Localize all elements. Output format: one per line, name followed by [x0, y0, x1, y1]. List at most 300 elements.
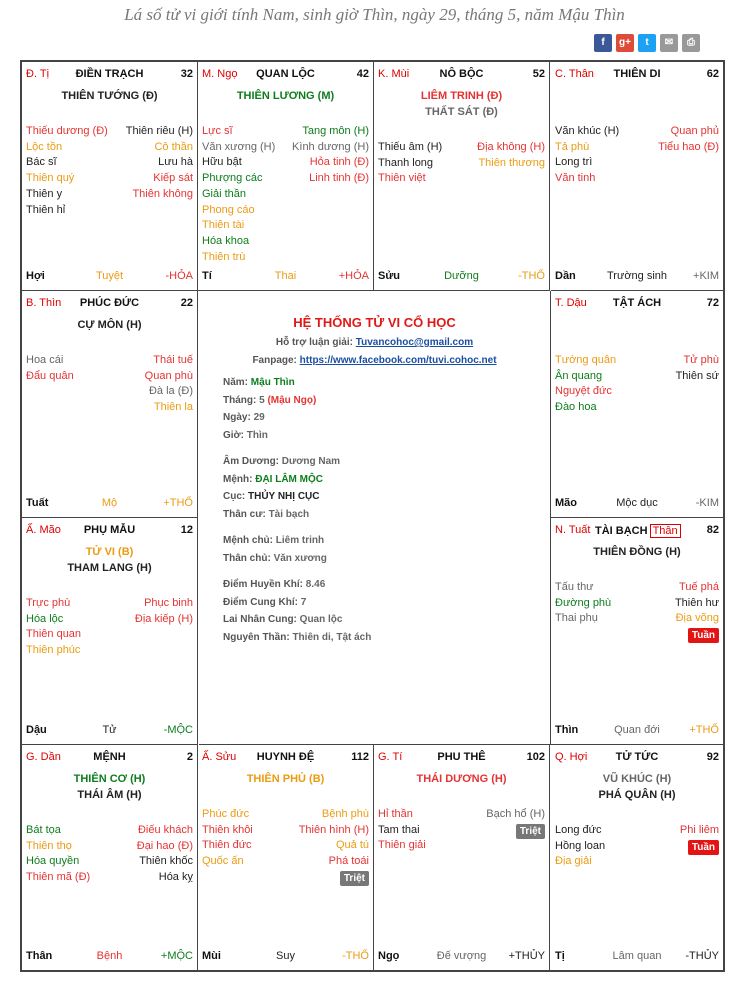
info-value: THỦY NHỊ CỤC: [248, 491, 320, 502]
palace-footer: [555, 950, 719, 964]
info-spacer: [223, 567, 371, 576]
palace-age-number: 82: [706, 524, 719, 536]
minor-stars-left: [555, 124, 619, 187]
minor-star: Bệnh phù: [321, 808, 369, 820]
major-star: VŨ KHÚC (H): [602, 773, 672, 785]
minor-star: Hóa quyền: [26, 855, 80, 868]
email-icon[interactable]: ✉: [660, 34, 678, 52]
info-label: Cục:: [223, 491, 248, 502]
minor-star: Lộc tồn: [26, 140, 63, 153]
minor-star: Thai phụ: [555, 612, 598, 625]
minor-stars-right: [477, 140, 545, 171]
minor-star: Thiên quan: [26, 628, 82, 641]
info-row: [223, 471, 371, 489]
major-star: TỬ VI (B): [85, 546, 134, 558]
palace-age-number: 12: [180, 524, 193, 536]
palace-age-number: 32: [180, 68, 193, 80]
info-value: Văn xương: [273, 552, 327, 564]
print-icon[interactable]: ⎙: [682, 34, 700, 52]
minor-stars-left: [202, 807, 253, 870]
minor-star: Văn khúc (H): [555, 125, 620, 137]
fanpage-label: Fanpage:: [252, 355, 300, 366]
palace-cell: [551, 291, 723, 518]
palace-name: TỬ TỨC: [615, 751, 659, 763]
birth-info-list: [223, 374, 371, 646]
palace-name: THIÊN DI: [613, 68, 661, 80]
palace-header: [378, 751, 545, 765]
info-value: 29: [253, 412, 265, 423]
minor-star: Hỉ thần: [378, 808, 413, 820]
tuvi-chart-grid: [20, 60, 725, 972]
palace-element: +MỘC: [160, 950, 193, 962]
palace-cell: [22, 62, 198, 291]
minor-star: Thiên trù: [202, 250, 246, 263]
minor-star: Hóa khoa: [202, 234, 250, 247]
palace-name: MỆNH: [93, 751, 126, 763]
palace-age-number: 92: [706, 751, 719, 763]
minor-star: Tả phù: [555, 140, 590, 153]
minor-stars-left: [26, 823, 90, 886]
minor-star: Bát tọa: [26, 824, 61, 836]
palace-stem-branch: K. Mùi: [378, 68, 410, 80]
palace-header: [555, 297, 719, 311]
palace-footer: [378, 270, 545, 284]
info-value: Thiên di, Tật ách: [292, 631, 372, 643]
info-value: Dương Nam: [281, 456, 341, 467]
info-value: 8.46: [305, 579, 326, 590]
fanpage-line: [199, 355, 550, 366]
info-value: ĐẠI LÂM MỘC: [255, 473, 323, 485]
palace-element: +THỔ: [163, 497, 193, 509]
minor-stars-right: [292, 124, 369, 187]
palace-element: -KIM: [695, 497, 719, 509]
major-star: THIÊN PHỦ (B): [246, 773, 325, 785]
minor-star: Địa giải: [555, 855, 592, 868]
palace-stem-branch: Ấ. Sửu: [202, 751, 237, 763]
palace-name: QUAN LỘC: [256, 68, 315, 80]
info-spacer: [223, 523, 371, 532]
minor-stars-right: [135, 596, 193, 627]
palace-cell: [22, 518, 198, 745]
minor-star: Phá toái: [328, 855, 369, 868]
earthly-branch: Tị: [555, 950, 565, 962]
major-stars: [374, 771, 549, 787]
palace-header: [26, 524, 193, 538]
minor-star: Thiên la: [153, 401, 193, 414]
palace-cell: [374, 745, 550, 970]
minor-star: Địa võng: [675, 612, 719, 625]
minor-star: Thiên khôi: [202, 823, 253, 836]
palace-age-number: 102: [526, 751, 545, 763]
palace-stem-branch: Q. Hợi: [555, 751, 588, 763]
palace-cell: [198, 745, 374, 970]
minor-star: Tiểu hao (Đ): [658, 140, 719, 153]
earthly-branch: Dậu: [26, 724, 47, 736]
info-label: Âm Dương:: [223, 456, 282, 467]
palace-age-number: 52: [532, 68, 545, 80]
triet-badge: Triệt: [516, 824, 545, 839]
life-stage: Dưỡng: [444, 270, 479, 282]
minor-star: Thiên việt: [378, 172, 426, 185]
minor-star: Thiên đức: [202, 839, 252, 852]
info-row: [223, 374, 371, 392]
minor-star: Long trì: [555, 156, 593, 169]
minor-star: Hóa lộc: [26, 612, 64, 625]
tuan-badge: Tuần: [688, 840, 719, 855]
palace-stem-branch: B. Thìn: [26, 297, 62, 309]
major-star: THẤT SÁT (Đ): [425, 106, 498, 118]
palace-age-number: 22: [180, 297, 193, 309]
info-label: Điểm Huyền Khí:: [223, 579, 306, 590]
center-title: HỆ THỐNG TỬ VI CỔ HỌC: [293, 315, 456, 330]
palace-stem-branch: N. Tuất: [555, 524, 591, 536]
major-star: THAM LANG (H): [67, 562, 152, 574]
minor-star: Thiên quý: [26, 172, 75, 185]
minor-star: Bạch hổ (H): [486, 808, 545, 820]
minor-stars-left: [555, 353, 616, 416]
info-row: [223, 392, 371, 410]
earthly-branch: Thìn: [555, 724, 579, 736]
palace-stem-branch: G. Dần: [26, 751, 61, 763]
palace-header: [26, 297, 193, 311]
minor-star: Phi liêm: [679, 824, 719, 836]
palace-footer: [555, 270, 719, 284]
fanpage-link[interactable]: https://www.facebook.com/tuvi.cohoc.net: [299, 355, 497, 366]
major-stars: [22, 544, 197, 576]
life-stage: Quan đới: [614, 724, 660, 736]
minor-star: Tuế phá: [679, 581, 719, 593]
minor-star: Quả tú: [335, 839, 369, 852]
palace-footer: [202, 270, 369, 284]
earthly-branch: Thân: [26, 950, 53, 962]
info-row: [223, 532, 371, 550]
palace-element: -MỘC: [163, 724, 193, 736]
info-label: Nguyên Thần:: [223, 631, 293, 643]
palace-element: -THỦY: [685, 950, 719, 962]
minor-star: Thiên hỉ: [26, 203, 66, 216]
life-stage: Suy: [276, 950, 295, 962]
minor-stars-left: [202, 124, 275, 265]
palace-header: [26, 751, 193, 765]
palace-name: TẬT ÁCH: [612, 297, 662, 309]
major-stars: [551, 544, 723, 560]
minor-star: Thiên hư: [674, 596, 719, 609]
palace-element: +THỦY: [508, 950, 545, 962]
minor-stars-right: [675, 580, 719, 644]
palace-header: [555, 751, 719, 765]
earthly-branch: Mão: [555, 497, 577, 509]
life-stage: Mộ: [101, 497, 118, 509]
palace-element: +KIM: [693, 270, 719, 282]
palace-name: ĐIỀN TRẠCH: [75, 68, 144, 80]
life-stage: Mộc dục: [616, 497, 658, 509]
info-label: Giờ:: [223, 429, 247, 441]
palace-header: [202, 68, 369, 82]
palace-name: PHỤ MẪU: [83, 524, 136, 536]
palace-cell: [551, 62, 723, 291]
minor-star: Hỏa tinh (Đ): [309, 156, 369, 169]
minor-star: Thiếu dương (Đ): [26, 125, 108, 137]
minor-star: Địa kiếp (H): [134, 612, 193, 625]
info-value: Mậu Thìn: [250, 377, 295, 388]
badge-row: [675, 627, 719, 644]
major-stars: [22, 88, 197, 104]
major-star: THÁI DƯƠNG (H): [416, 773, 507, 785]
palace-name: HUYNH ĐỆ: [256, 751, 315, 763]
info-label: Ngày:: [223, 412, 254, 423]
palace-element: -THỔ: [518, 270, 545, 282]
minor-star: Thiên phúc: [26, 644, 81, 657]
minor-star: Nguyệt đức: [555, 385, 612, 398]
earthly-branch: Mùi: [202, 950, 221, 962]
minor-star: Phượng các: [202, 172, 263, 185]
minor-star: Thiên mã (Đ): [26, 871, 91, 884]
support-label: Hỗ trợ luận giải:: [275, 337, 356, 348]
info-row: [223, 409, 371, 427]
life-stage: Trường sinh: [606, 270, 668, 282]
minor-star: Thiếu âm (H): [378, 141, 443, 153]
palace-header: [378, 68, 545, 82]
palace-footer: [26, 724, 193, 738]
info-value: 5: [259, 394, 265, 406]
minor-star: Đà la (Đ): [148, 385, 193, 398]
minor-stars-right: [658, 124, 719, 155]
palace-cell: [22, 745, 198, 970]
palace-name: PHÚC ĐỨC: [79, 297, 140, 309]
major-star: THIÊN CƠ (H): [73, 773, 146, 785]
palace-footer: [202, 950, 369, 964]
minor-star: Lưu hà: [158, 156, 193, 169]
minor-star: Hồng loan: [555, 839, 606, 852]
minor-star: Tướng quân: [555, 354, 617, 366]
palace-cell: [551, 745, 723, 970]
palace-name-text: TÀI BẠCH: [595, 525, 648, 537]
palace-header: [555, 524, 719, 538]
minor-star: Thiên y: [26, 187, 63, 200]
minor-stars-right: [299, 807, 369, 887]
info-label: Mệnh:: [223, 473, 256, 485]
google-plus-icon[interactable]: g+: [616, 34, 634, 52]
life-stage: Lâm quan: [612, 950, 662, 962]
palace-element: +THỔ: [689, 724, 719, 736]
palace-cell: [22, 291, 198, 518]
minor-star: Hóa kỵ: [158, 871, 193, 884]
minor-star: Hữu bật: [202, 156, 242, 169]
info-label: Thân chủ:: [223, 552, 274, 564]
minor-star: Cô thần: [154, 140, 193, 153]
info-value: Quan lộc: [299, 614, 343, 625]
minor-star: Thiên sứ: [675, 369, 719, 382]
palace-age-number: 2: [186, 751, 193, 763]
palace-element: -HỎA: [165, 270, 193, 282]
info-label: Thân cư:: [223, 508, 269, 520]
earthly-branch: Tí: [202, 270, 212, 282]
center-info-panel: [199, 291, 551, 745]
info-extra: (Mậu Ngọ): [264, 394, 317, 406]
info-label: Lai Nhân Cung:: [223, 614, 300, 625]
info-row: [223, 488, 371, 506]
badge-row: [680, 839, 719, 856]
minor-star: Thiên hình (H): [298, 823, 369, 836]
minor-star: Thiên khốc: [139, 855, 193, 868]
minor-stars-right: [126, 124, 193, 203]
minor-stars-left: [26, 124, 108, 218]
info-row: [223, 594, 371, 612]
major-star: THIÊN TƯỚNG (Đ): [61, 90, 158, 102]
minor-stars-left: [26, 353, 74, 384]
palace-footer: [26, 950, 193, 964]
minor-star: Quan phù: [144, 369, 193, 382]
major-stars: [198, 771, 373, 787]
minor-star: Thiên thọ: [26, 839, 72, 852]
minor-star: Địa không (H): [477, 141, 545, 153]
info-value: Liêm trinh: [275, 535, 325, 546]
minor-star: Thiên thương: [478, 156, 545, 169]
major-star: THIÊN ĐỒNG (H): [593, 546, 681, 558]
minor-star: Thiên giải: [378, 839, 426, 852]
minor-star: Phục binh: [144, 597, 193, 609]
minor-star: Quốc ấn: [202, 855, 244, 868]
triet-badge: Triệt: [340, 871, 369, 886]
info-spacer: [223, 444, 371, 453]
minor-star: Thiên tài: [202, 219, 245, 232]
earthly-branch: Tuất: [26, 497, 49, 509]
minor-star: Đại hao (Đ): [136, 839, 193, 852]
palace-element: +HỎA: [338, 270, 369, 282]
earthly-branch: Ngọ: [378, 950, 400, 962]
palace-cell: [198, 62, 374, 291]
minor-star: Linh tinh (Đ): [309, 172, 369, 185]
palace-name: PHU THÊ: [437, 751, 486, 763]
minor-star: Đào hoa: [555, 401, 597, 414]
major-star: CỰ MÔN (H): [77, 319, 142, 331]
palace-footer: [555, 497, 719, 511]
major-star: THÁI ÂM (H): [77, 789, 142, 801]
palace-stem-branch: Ấ. Mão: [26, 524, 61, 536]
palace-age-number: 62: [706, 68, 719, 80]
palace-cell: [551, 518, 723, 745]
minor-stars-left: [555, 580, 611, 627]
info-value: Thìn: [246, 429, 268, 441]
minor-stars-right: [676, 353, 719, 384]
minor-star: Đẩu quân: [26, 369, 74, 382]
minor-stars-right: [680, 823, 719, 855]
life-stage: Bệnh: [96, 950, 123, 962]
palace-footer: [555, 724, 719, 738]
palace-stem-branch: G. Tí: [378, 751, 403, 763]
minor-star: Thanh long: [378, 156, 434, 169]
minor-star: Đường phù: [555, 596, 612, 609]
minor-star: Phong cáo: [202, 203, 255, 216]
info-label: Điểm Cung Khí:: [223, 596, 301, 608]
info-label: Năm:: [223, 377, 251, 388]
minor-star: Văn tinh: [555, 172, 596, 185]
palace-stem-branch: C. Thân: [555, 68, 594, 80]
facebook-icon[interactable]: f: [594, 34, 612, 52]
life-stage: Tử: [102, 724, 117, 736]
palace-cell: [374, 62, 550, 291]
palace-footer: [378, 950, 545, 964]
life-stage: Tuyệt: [95, 270, 124, 282]
tuan-badge: Tuần: [688, 628, 719, 643]
palace-footer: [26, 270, 193, 284]
palace-header: [202, 751, 369, 765]
page-title: Lá số tử vi giới tính Nam, sinh giờ Thìn, ngày 29, tháng 5, năm Mậu Thìn: [124, 5, 625, 24]
palace-age-number: 42: [356, 68, 369, 80]
minor-star: Thiên không: [132, 187, 193, 200]
minor-star: Văn xương (H): [202, 140, 276, 153]
minor-star: Kình dương (H): [292, 140, 369, 153]
minor-star: Thiên riêu (H): [125, 125, 193, 137]
minor-star: Lực sĩ: [202, 125, 233, 137]
life-stage: Đế vượng: [436, 950, 487, 962]
minor-stars-left: [378, 807, 426, 854]
minor-star: Ân quang: [555, 369, 603, 382]
minor-stars-left: [378, 140, 442, 187]
major-stars: [551, 771, 723, 803]
major-stars: [374, 88, 549, 120]
minor-star: Giải thần: [202, 187, 247, 200]
twitter-icon[interactable]: t: [638, 34, 656, 52]
minor-stars-left: [555, 823, 605, 870]
minor-stars-right: [137, 823, 193, 886]
minor-star: Điếu khách: [137, 824, 193, 836]
minor-stars-left: [26, 596, 81, 659]
info-row: [223, 629, 371, 647]
info-row: [223, 453, 371, 471]
minor-star: Long đức: [555, 824, 602, 836]
palace-age-number: 72: [706, 297, 719, 309]
minor-star: Tấu thư: [555, 581, 594, 593]
minor-star: Bác sĩ: [26, 156, 57, 169]
palace-name: NÔ BỘC: [439, 68, 484, 80]
palace-stem-branch: Đ. Tị: [26, 68, 50, 80]
badge-row: [299, 870, 369, 887]
palace-element: -THỔ: [342, 950, 369, 962]
minor-star: Hoa cái: [26, 354, 64, 366]
minor-star: Thái tuế: [153, 354, 193, 366]
minor-star: Quan phủ: [670, 125, 719, 137]
minor-stars-right: [486, 807, 545, 839]
minor-star: Tam thai: [378, 823, 420, 836]
support-line: [199, 337, 550, 348]
earthly-branch: Dần: [555, 270, 576, 282]
badge-row: [486, 823, 545, 840]
palace-name: [595, 524, 719, 538]
info-label: Tháng:: [223, 394, 260, 406]
minor-stars-right: [145, 353, 193, 416]
major-star: THIÊN LƯƠNG (M): [236, 90, 335, 102]
palace-footer: [26, 497, 193, 511]
major-star: PHÁ QUÂN (H): [598, 789, 676, 801]
palace-age-number: 112: [351, 751, 369, 763]
minor-star: Tang môn (H): [302, 125, 369, 137]
major-star: LIÊM TRINH (Đ): [420, 90, 503, 102]
major-stars: [22, 771, 197, 803]
info-row: [223, 611, 371, 629]
info-value: Tài bạch: [268, 508, 310, 520]
life-stage: Thai: [274, 270, 297, 282]
minor-star: Trực phù: [26, 597, 71, 609]
info-row: [223, 427, 371, 445]
support-email-link[interactable]: Tuvancohoc@gmail.com: [355, 337, 474, 348]
info-row: [223, 506, 371, 524]
palace-stem-branch: M. Ngọ: [202, 68, 238, 80]
major-stars: [198, 88, 373, 104]
palace-header: [555, 68, 719, 82]
info-row: [223, 576, 371, 594]
share-bar: [594, 34, 700, 52]
